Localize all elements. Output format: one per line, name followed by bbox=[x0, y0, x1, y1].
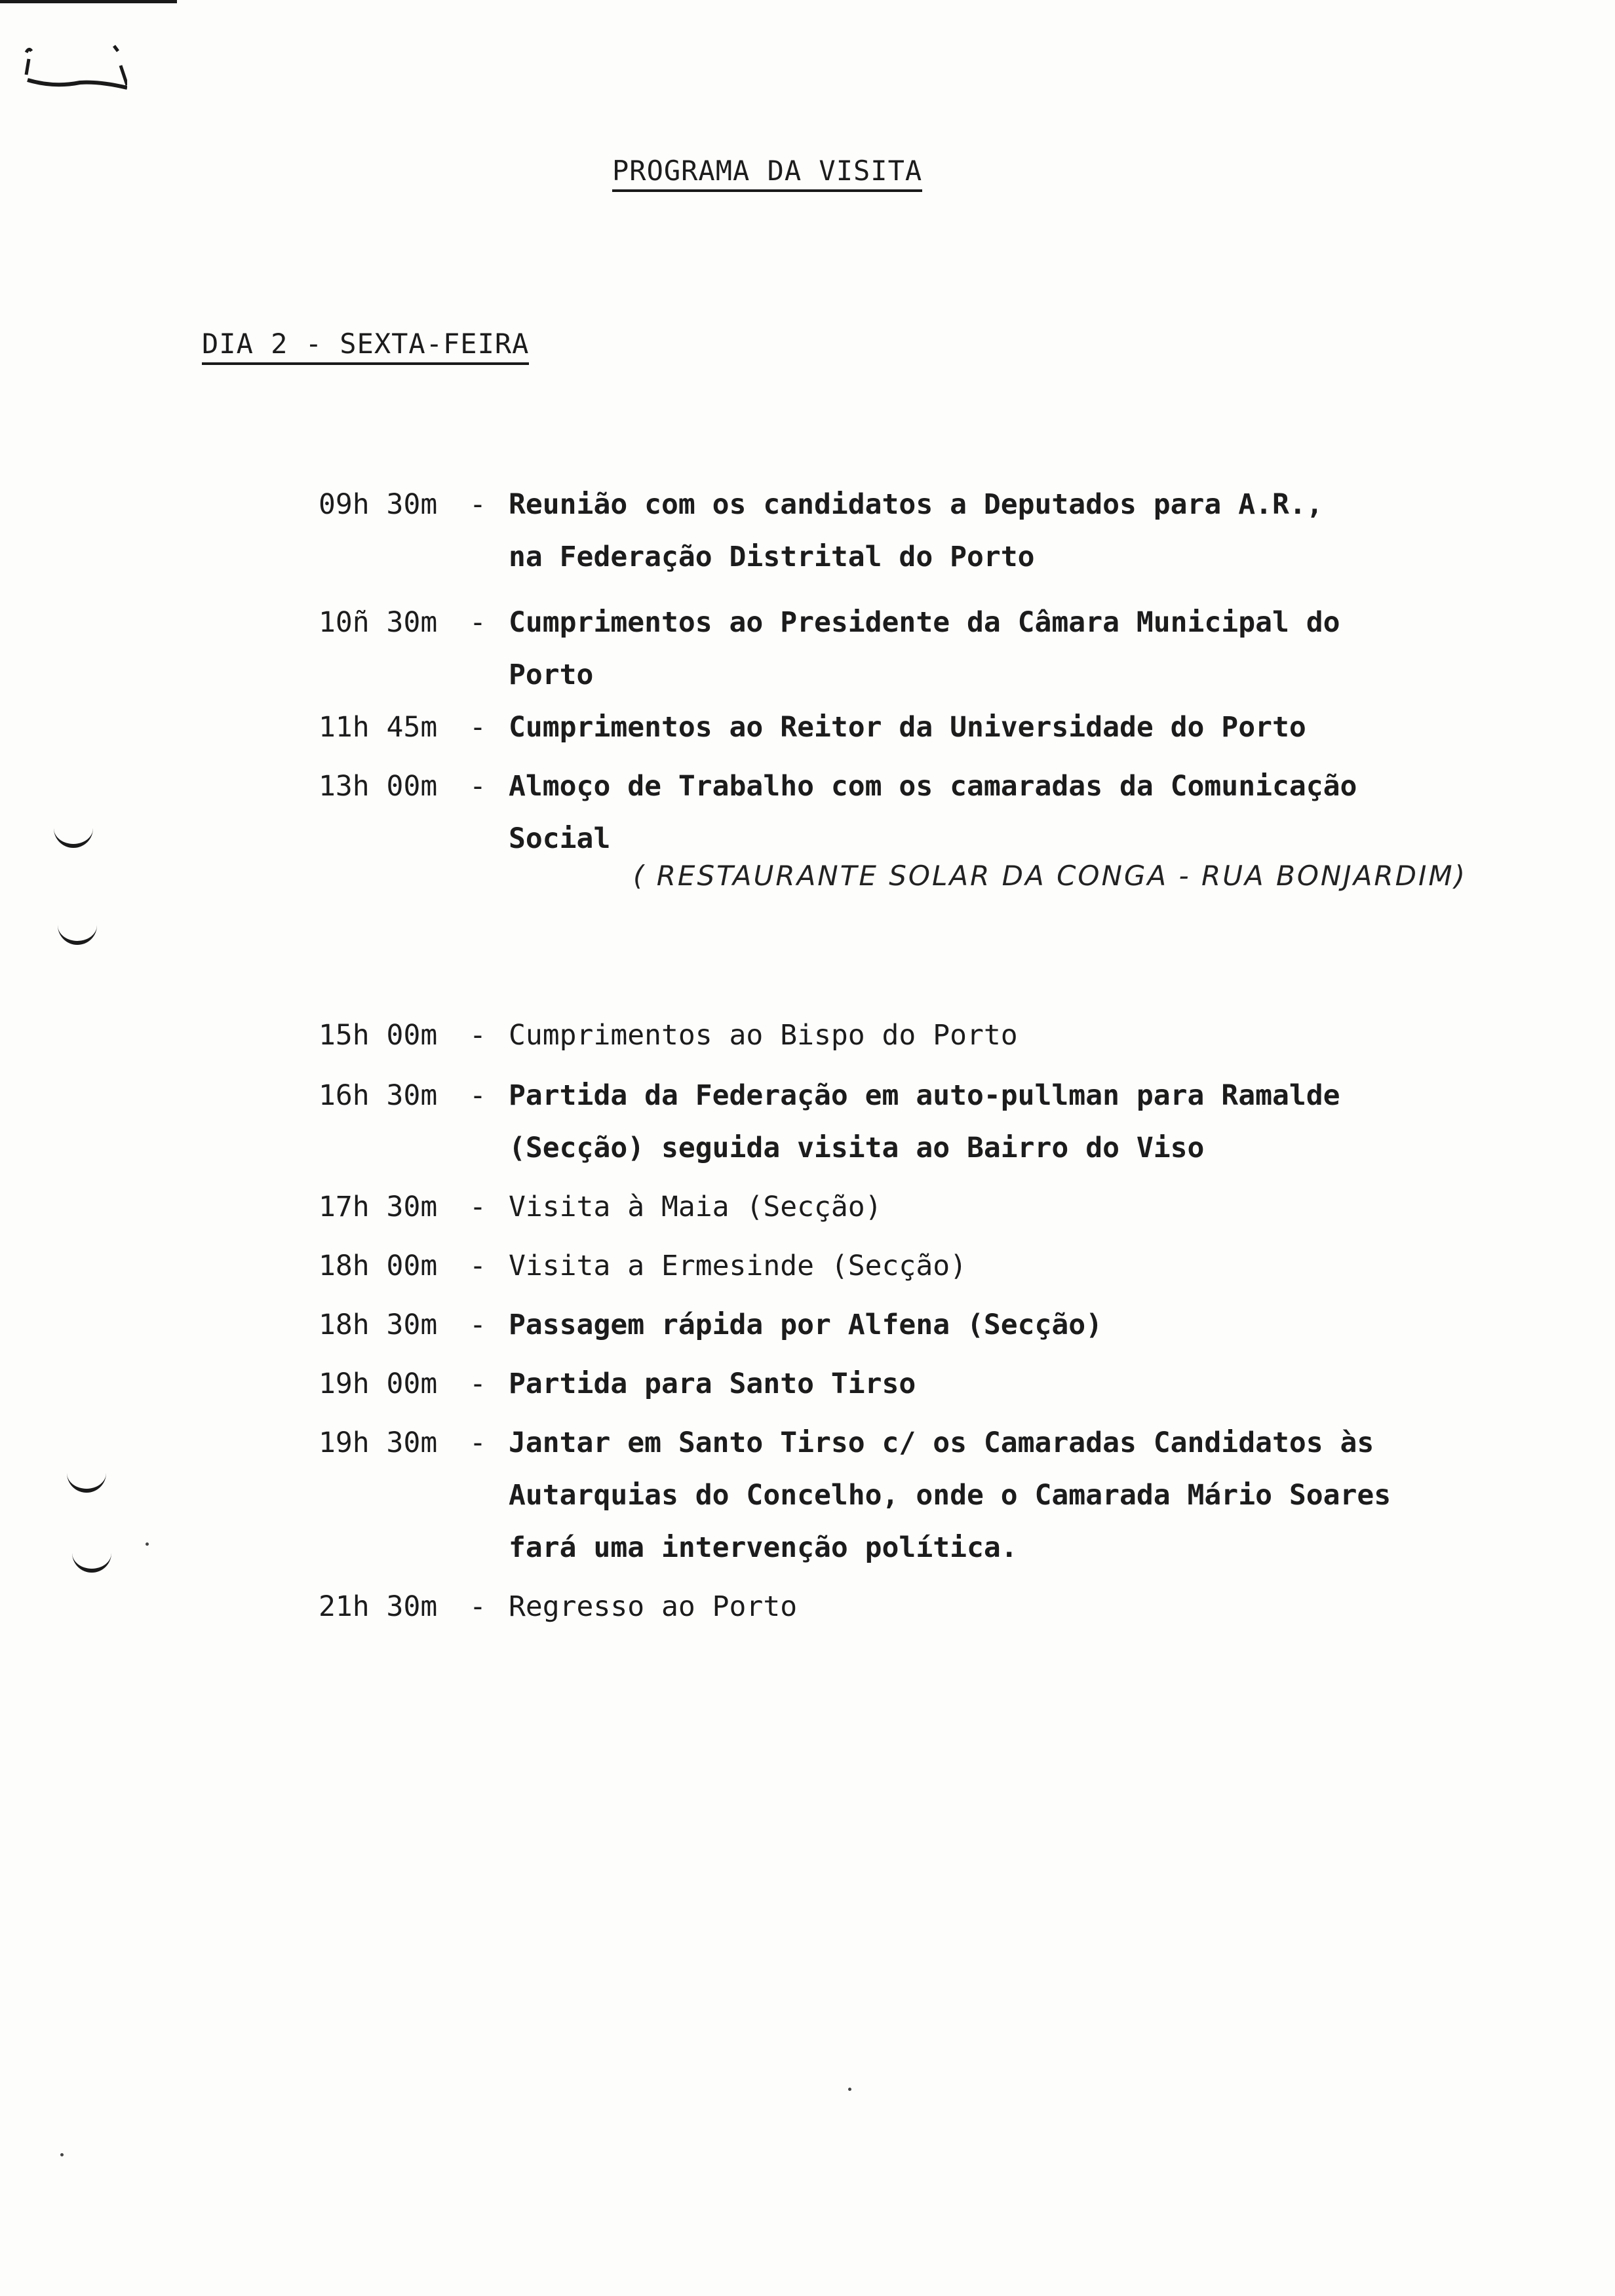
entry-time: 15h 00m bbox=[319, 1019, 438, 1052]
entry-dash: - bbox=[469, 1019, 486, 1052]
entry-dash: - bbox=[469, 1309, 486, 1341]
entry-time: 19h 30m bbox=[319, 1426, 438, 1459]
paper-speck bbox=[146, 1542, 149, 1546]
entry-time: 18h 00m bbox=[319, 1250, 438, 1282]
schedule-entry bbox=[319, 478, 1564, 583]
paper-speck bbox=[60, 2153, 64, 2156]
entry-description: Cumprimentos ao Reitor da Universidade do Porto bbox=[509, 711, 1306, 744]
entry-dash: - bbox=[469, 1079, 486, 1112]
schedule-entry bbox=[319, 1358, 1564, 1410]
entry-description: Visita à Maia (Secção) bbox=[509, 1191, 882, 1223]
binder-hole-mark bbox=[54, 827, 93, 848]
schedule-entry bbox=[319, 1009, 1564, 1062]
entry-description: Jantar em Santo Tirso c/ os Camaradas Candidatos às Autarquias do Concelho, onde o Camarada Mário Soares fará uma intervenção política. bbox=[509, 1426, 1391, 1564]
entry-time: 18h 30m bbox=[319, 1309, 438, 1341]
entry-dash: - bbox=[469, 770, 486, 803]
entry-time: 09h 30m bbox=[319, 488, 438, 521]
entry-dash: - bbox=[469, 1250, 486, 1282]
paper-speck bbox=[848, 2088, 851, 2091]
schedule-entry bbox=[319, 760, 1564, 865]
binder-hole-mark bbox=[67, 1472, 106, 1493]
schedule-entry bbox=[319, 1299, 1564, 1351]
entry-description: Visita a Ermesinde (Secção) bbox=[509, 1250, 967, 1282]
entry-time: 21h 30m bbox=[319, 1590, 438, 1623]
entry-description: Passagem rápida por Alfena (Secção) bbox=[509, 1309, 1103, 1341]
entry-time: 10ñ 30m bbox=[319, 606, 438, 639]
handwritten-note: ( RESTAURANTE SOLAR DA CONGA - RUA BONJARDIM) bbox=[633, 860, 1467, 892]
day-heading: DIA 2 - SEXTA-FEIRA bbox=[202, 328, 529, 365]
schedule-entry bbox=[319, 1240, 1564, 1292]
entry-time: 11h 45m bbox=[319, 711, 438, 744]
entry-dash: - bbox=[469, 606, 486, 639]
entry-dash: - bbox=[469, 488, 486, 521]
entry-time: 17h 30m bbox=[319, 1191, 438, 1223]
entry-dash: - bbox=[469, 711, 486, 744]
entry-time: 16h 30m bbox=[319, 1079, 438, 1112]
entry-dash: - bbox=[469, 1590, 486, 1623]
schedule-entry bbox=[319, 1181, 1564, 1233]
schedule-entry bbox=[319, 1417, 1564, 1574]
binder-hole-mark bbox=[58, 924, 97, 945]
top-edge-rule bbox=[0, 0, 177, 3]
schedule-entry bbox=[319, 596, 1564, 701]
schedule-entry bbox=[319, 1580, 1564, 1633]
schedule-list bbox=[319, 478, 1564, 1623]
schedule-entry bbox=[319, 701, 1564, 754]
entry-description: Regresso ao Porto bbox=[509, 1590, 798, 1623]
document-title: PROGRAMA DA VISITA bbox=[612, 155, 922, 192]
entry-description: Cumprimentos ao Presidente da Câmara Municipal do Porto bbox=[509, 606, 1340, 691]
entry-dash: - bbox=[469, 1191, 486, 1223]
entry-description: Cumprimentos ao Bispo do Porto bbox=[509, 1019, 1018, 1052]
schedule-entry bbox=[319, 1069, 1564, 1174]
entry-time: 19h 00m bbox=[319, 1368, 438, 1400]
entry-time: 13h 00m bbox=[319, 770, 438, 803]
entry-description: Reunião com os candidatos a Deputados para A.R., na Federação Distrital do Porto bbox=[509, 488, 1323, 573]
entry-dash: - bbox=[469, 1426, 486, 1459]
binder-hole-mark bbox=[72, 1552, 111, 1573]
entry-description: Almoço de Trabalho com os camaradas da Comunicação Social bbox=[509, 770, 1357, 855]
entry-dash: - bbox=[469, 1368, 486, 1400]
corner-scrawl bbox=[22, 39, 127, 98]
entry-description: Partida para Santo Tirso bbox=[509, 1368, 916, 1400]
entry-description: Partida da Federação em auto-pullman para Ramalde (Secção) seguida visita ao Bairro do Viso bbox=[509, 1079, 1340, 1164]
